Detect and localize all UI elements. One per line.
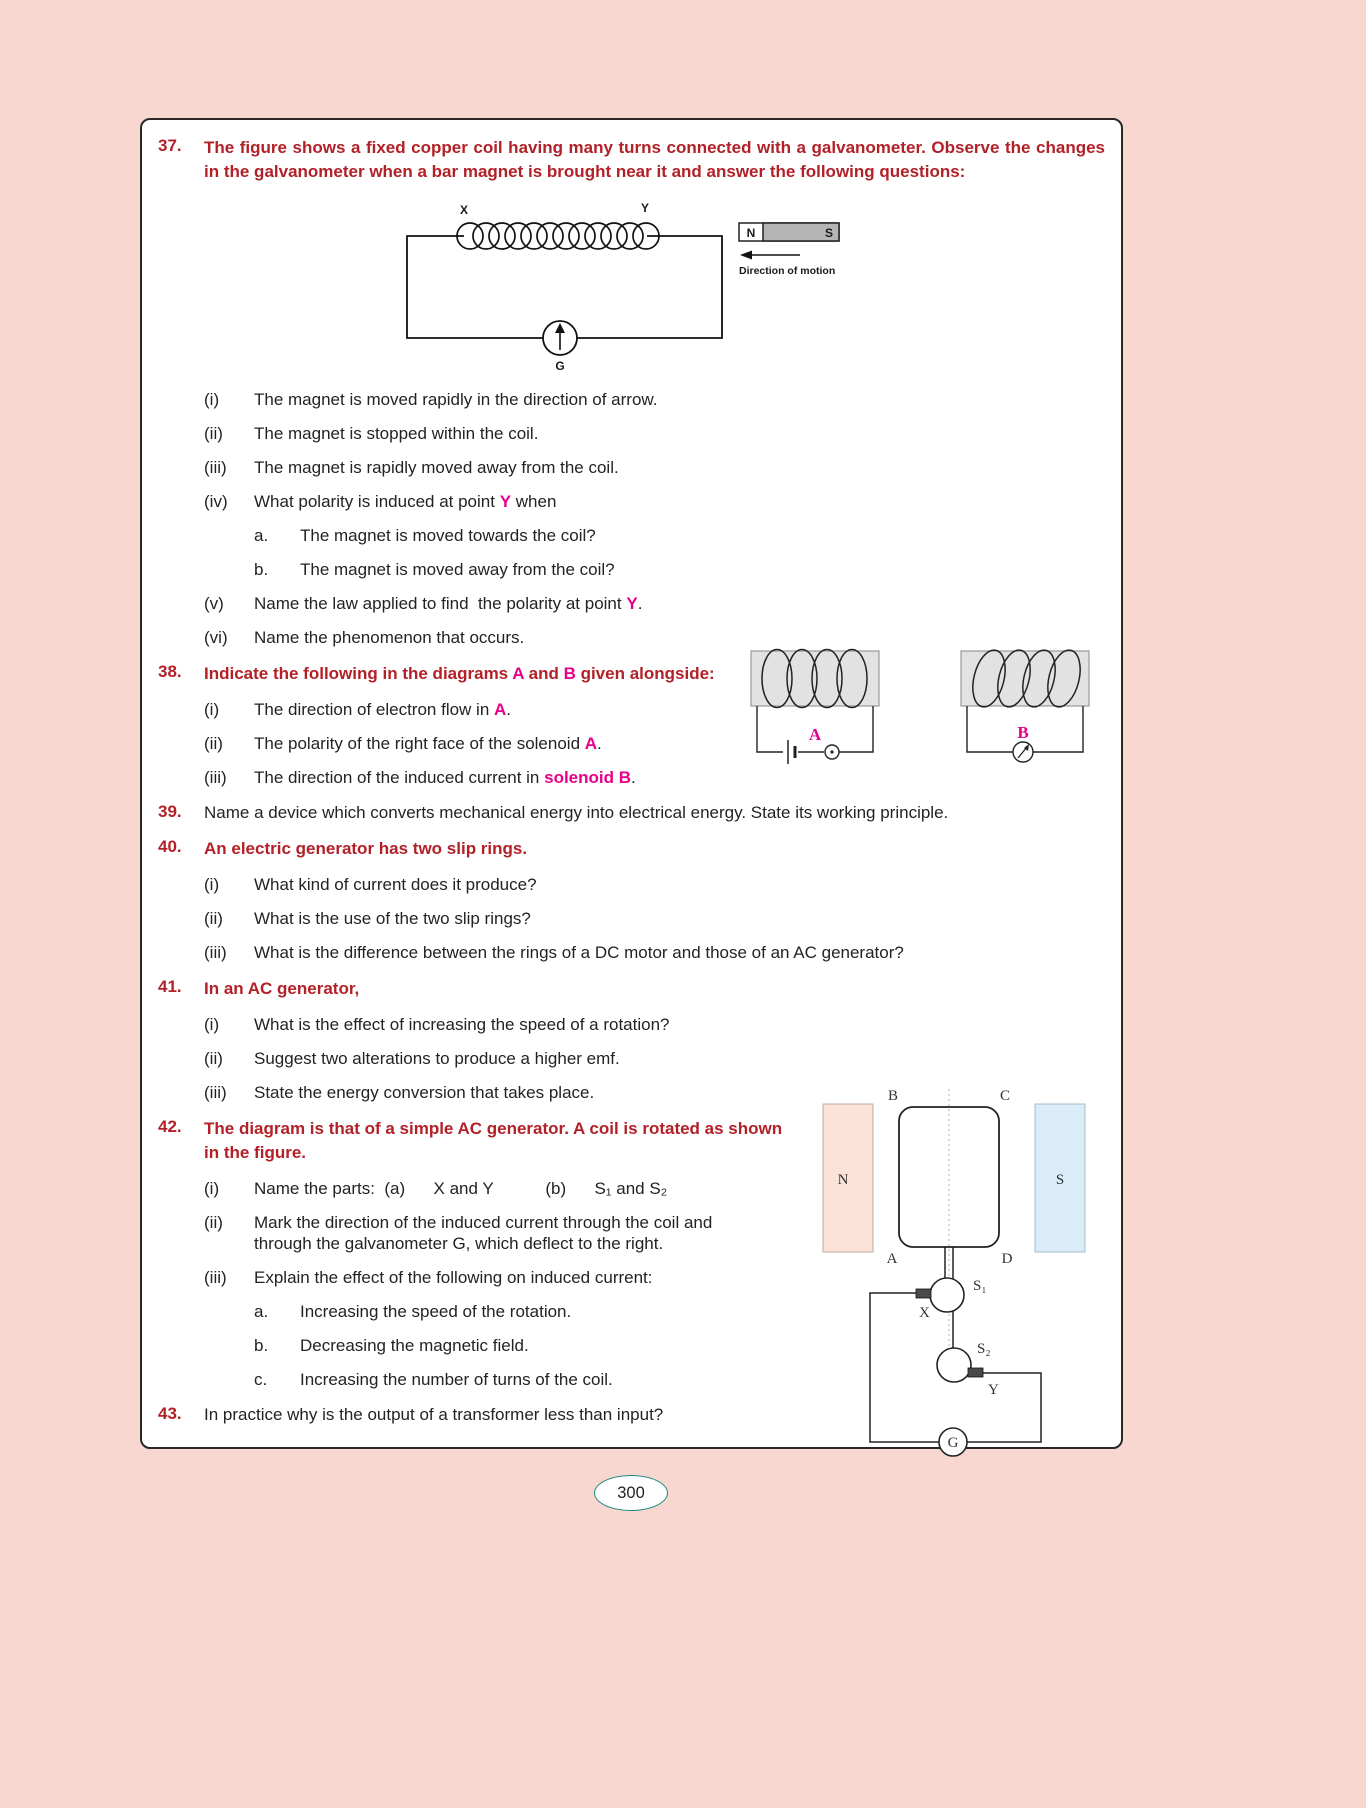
brush-y <box>968 1368 983 1377</box>
item-text: What kind of current does it produce? <box>254 875 537 894</box>
solenoid-b-wire-left <box>967 706 1013 752</box>
item-text: Suggest two alterations to produce a higher emf. <box>254 1049 620 1068</box>
item-number: (iii) <box>204 458 227 477</box>
coil <box>457 223 659 249</box>
slip-ring-s1-label: S₁ <box>973 1278 987 1294</box>
item-number: (i) <box>204 700 220 719</box>
item-number: (v) <box>204 594 224 613</box>
coil-terminal-x-label: X <box>459 203 469 217</box>
item-text: What is the effect of increasing the speed of a rotation? <box>254 1015 670 1034</box>
magnet-south-label: S <box>824 226 834 240</box>
brush-y-label: Y <box>988 1382 999 1398</box>
coil-corner-a-label: A <box>886 1251 898 1267</box>
galvanometer-g-label: G <box>947 1435 959 1451</box>
item-text-highlight: A <box>584 734 598 753</box>
item-text-highlight: A <box>494 700 507 719</box>
item-number: a. <box>254 1302 269 1321</box>
question-number: 39. <box>158 802 182 821</box>
solenoid-a-wire-right <box>839 706 873 752</box>
solenoid-a-wire-left <box>757 706 783 752</box>
list-item <box>204 491 1105 512</box>
question-number: 43. <box>158 1404 182 1423</box>
item-text: Explain the effect of the following on induced current: <box>254 1268 653 1287</box>
ac-generator-diagram <box>813 1087 1113 1469</box>
heading-highlight: B <box>563 664 576 683</box>
question-38 <box>158 662 1105 788</box>
question-number: 37. <box>158 136 182 155</box>
item-text: What is the difference between the rings of a DC motor and those of an AC generator? <box>254 943 904 962</box>
item-text <box>254 767 636 788</box>
list-item <box>204 627 1105 648</box>
item-text: The magnet is moved away from the coil? <box>300 560 615 579</box>
item-text: Increasing the number of turns of the coil. <box>300 1370 613 1389</box>
item-number: b. <box>254 1336 269 1355</box>
item-number: (ii) <box>204 1049 223 1068</box>
question-heading: The figure shows a fixed copper coil having many turns connected with a galvanometer. Observe the changes in the galvanometer when a bar magnet is brought near it and answer the following questions: <box>204 138 1105 181</box>
item-text: The magnet is moved rapidly in the direction of arrow. <box>254 390 658 409</box>
magnet-north-label: N <box>746 226 756 240</box>
item-text-highlight: Y <box>499 492 512 511</box>
list-item <box>204 908 1105 929</box>
item-text <box>254 699 511 720</box>
circuit-wire-right <box>577 236 722 338</box>
item-number: (iii) <box>204 943 227 962</box>
item-number: (iii) <box>204 1083 227 1102</box>
slip-ring-s2-label: S₂ <box>977 1341 991 1357</box>
brush-x-label: X <box>919 1305 930 1321</box>
solenoid-b-label: B <box>1017 723 1029 742</box>
item-text-segment: The polarity of the right face of the solenoid <box>254 734 585 753</box>
list-item <box>204 457 1105 478</box>
question-number: 38. <box>158 662 182 681</box>
list-item <box>204 1014 1105 1035</box>
item-number: (ii) <box>204 909 223 928</box>
item-text: The magnet is stopped within the coil. <box>254 424 539 443</box>
list-item <box>204 1048 1105 1069</box>
item-text-segment: . <box>597 734 602 753</box>
item-text: The magnet is rapidly moved away from the coil. <box>254 458 619 477</box>
question-37 <box>158 136 1105 648</box>
solenoid-a-diagram <box>743 648 893 780</box>
item-number: b. <box>254 560 269 579</box>
item-text: Name the phenomenon that occurs. <box>254 628 525 647</box>
question-text: In practice why is the output of a transformer less than input? <box>204 1405 664 1424</box>
item-number: (iii) <box>204 1268 227 1287</box>
item-text <box>254 491 556 512</box>
item-number: (i) <box>204 875 220 894</box>
coil-terminal-y-label: Y <box>640 201 650 215</box>
galvanometer-label: G <box>555 359 565 373</box>
item-text: The magnet is moved towards the coil? <box>300 526 596 545</box>
page-number-badge <box>594 1475 668 1511</box>
item-number: c. <box>254 1370 268 1389</box>
item-text <box>254 593 642 614</box>
coil-corner-c-label: C <box>999 1088 1011 1104</box>
list-item <box>204 593 1105 614</box>
coil-corner-b-label: B <box>887 1088 899 1104</box>
coil-corner-d-label: D <box>1001 1251 1013 1267</box>
question-number: 40. <box>158 837 182 856</box>
circuit-wire-left <box>407 236 543 338</box>
item-number: (ii) <box>204 424 223 443</box>
brush-x <box>916 1289 931 1298</box>
page-number: 300 <box>617 1483 645 1502</box>
item-number: (i) <box>204 390 220 409</box>
heading-segment: and <box>523 664 564 683</box>
question-text: Name a device which converts mechanical energy into electrical energy. State its working principle. <box>204 803 949 822</box>
list-item <box>204 389 1105 410</box>
item-text-segment: What polarity is induced at point <box>254 492 500 511</box>
item-text: Decreasing the magnetic field. <box>300 1336 529 1355</box>
item-text-segment: . <box>506 700 512 719</box>
list-item <box>204 423 1105 444</box>
item-number: (i) <box>204 1015 220 1034</box>
item-number: (ii) <box>204 1213 223 1232</box>
solenoid-b-diagram <box>953 648 1103 780</box>
solenoid-a-label: A <box>808 725 822 744</box>
heading-segment: given alongside: <box>575 664 715 683</box>
item-text-segment: . <box>637 594 643 613</box>
north-pole-label: N <box>837 1172 849 1188</box>
heading-segment: Indicate the following in the diagrams <box>204 664 513 683</box>
motion-caption: Direction of motion <box>739 265 836 277</box>
item-number: (ii) <box>204 734 223 753</box>
slip-ring-s2 <box>937 1348 971 1382</box>
question-number: 41. <box>158 977 182 996</box>
question-40 <box>158 837 1105 963</box>
item-text-highlight: solenoid B <box>544 768 632 787</box>
plug-key-dot <box>830 750 833 753</box>
item-text-segment: The direction of electron flow in <box>254 700 495 719</box>
item-text-highlight: Y <box>626 594 638 613</box>
item-number: (vi) <box>204 628 228 647</box>
list-subitem <box>204 525 1105 546</box>
wire-brush-y-to-g <box>967 1373 1041 1442</box>
question-39 <box>158 802 1105 823</box>
item-number: (i) <box>204 1179 220 1198</box>
item-number: (iv) <box>204 492 228 511</box>
item-text: Name the parts: (a) X and Y (b) S₁ and S₂ <box>254 1179 668 1198</box>
item-text: What is the use of the two slip rings? <box>254 909 531 928</box>
solenoid-diagrams <box>743 648 1103 780</box>
item-number: a. <box>254 526 269 545</box>
slip-ring-s1 <box>930 1278 964 1312</box>
item-text <box>254 733 602 754</box>
item-text: State the energy conversion that takes place. <box>254 1083 595 1102</box>
item-text-segment: when <box>511 492 557 511</box>
list-subitem <box>204 559 1105 580</box>
item-text-segment: Name the law applied to find the polarity at point <box>254 594 627 613</box>
question-41 <box>158 977 1105 1103</box>
heading-highlight: A <box>512 664 524 683</box>
item-text: Mark the direction of the induced current through the coil and through the galvanometer G, which deflect to the right. <box>254 1213 718 1253</box>
list-item <box>204 942 1105 963</box>
question-heading: The diagram is that of a simple AC generator. A coil is rotated as shown in the figure. <box>204 1119 783 1162</box>
item-text: Increasing the speed of the rotation. <box>300 1302 572 1321</box>
item-number: (iii) <box>204 768 227 787</box>
coil-galvanometer-diagram <box>402 198 872 376</box>
question-number: 42. <box>158 1117 182 1136</box>
question-heading: In an AC generator, <box>204 979 360 998</box>
motion-arrowhead <box>740 251 752 260</box>
item-text-segment: . <box>631 768 636 787</box>
content-box <box>140 118 1123 1449</box>
solenoid-b-wire-right <box>1033 706 1083 752</box>
question-heading: An electric generator has two slip rings. <box>204 839 528 858</box>
south-pole-label: S <box>1055 1172 1065 1188</box>
list-item <box>204 874 1105 895</box>
item-text-segment: The direction of the induced current in <box>254 768 545 787</box>
